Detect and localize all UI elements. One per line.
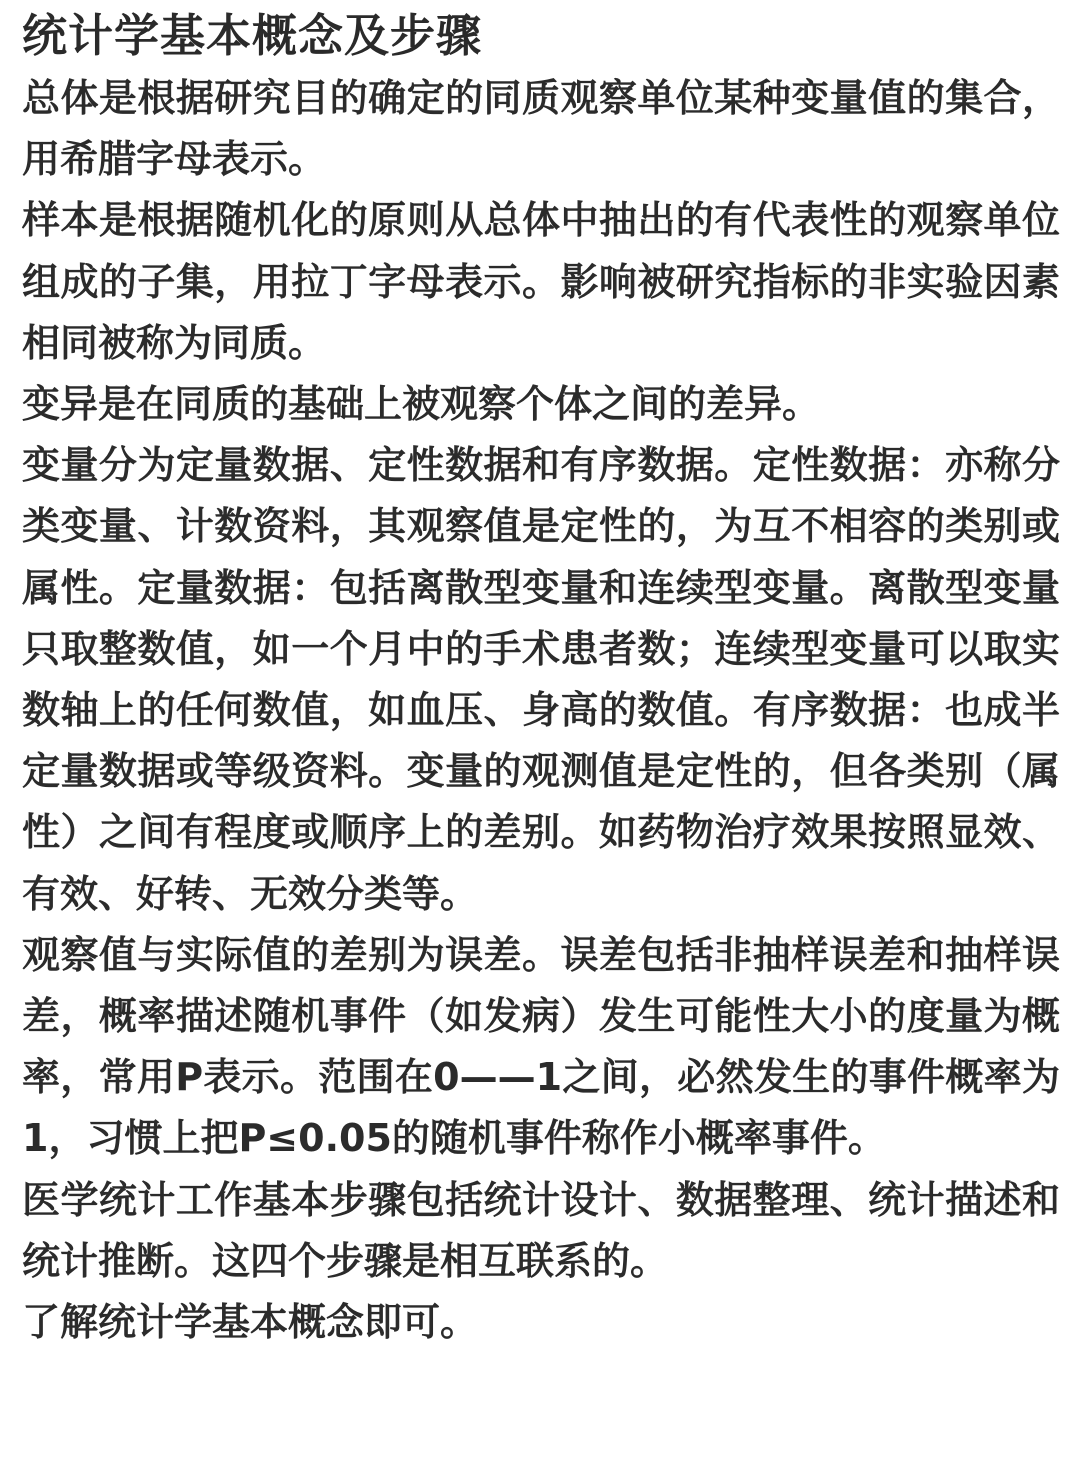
document-title: 统计学基本概念及步骤 [22, 9, 483, 62]
paragraph-population: 总体是根据研究目的确定的同质观察单位某种变量值的集合，用希腊字母表示。 [22, 76, 1060, 182]
paragraph-error-probability: 观察值与实际值的差别为误差。误差包括非抽样误差和抽样误差，概率描述随机事件（如发病）发生可能性大小的度量为概率，常用P表示。范围在0——1之间，必然发生的事件概率为1，习惯上把P≤0.05的随机事件称作小概率事件。 [22, 932, 1060, 1161]
paragraph-conclusion: 了解统计学基本概念即可。 [22, 1300, 479, 1345]
paragraph-variables: 变量分为定量数据、定性数据和有序数据。定性数据：亦称分类变量、计数资料，其观察值是定性的，为互不相容的类别或属性。定量数据：包括离散型变量和连续型变量。离散型变量只取整数值，如一个月中的手术患者数；连续型变量可以取实数轴上的任何数值，如血压、身高的数值。有序数据：也成半定量数据或等级资料。变量的观测值是定性的，但各类别（属性）之间有程度或顺序上的差别。如药物治疗效果按照显效、有效、好转、无效分类等。 [22, 443, 1060, 916]
paragraph-sample: 样本是根据随机化的原则从总体中抽出的有代表性的观察单位组成的子集，用拉丁字母表示。影响被研究指标的非实验因素相同被称为同质。 [22, 198, 1060, 365]
paragraph-variation: 变异是在同质的基础上被观察个体之间的差异。 [22, 382, 821, 427]
paragraph-steps: 医学统计工作基本步骤包括统计设计、数据整理、统计描述和统计推断。这四个步骤是相互联系的。 [22, 1177, 1060, 1283]
